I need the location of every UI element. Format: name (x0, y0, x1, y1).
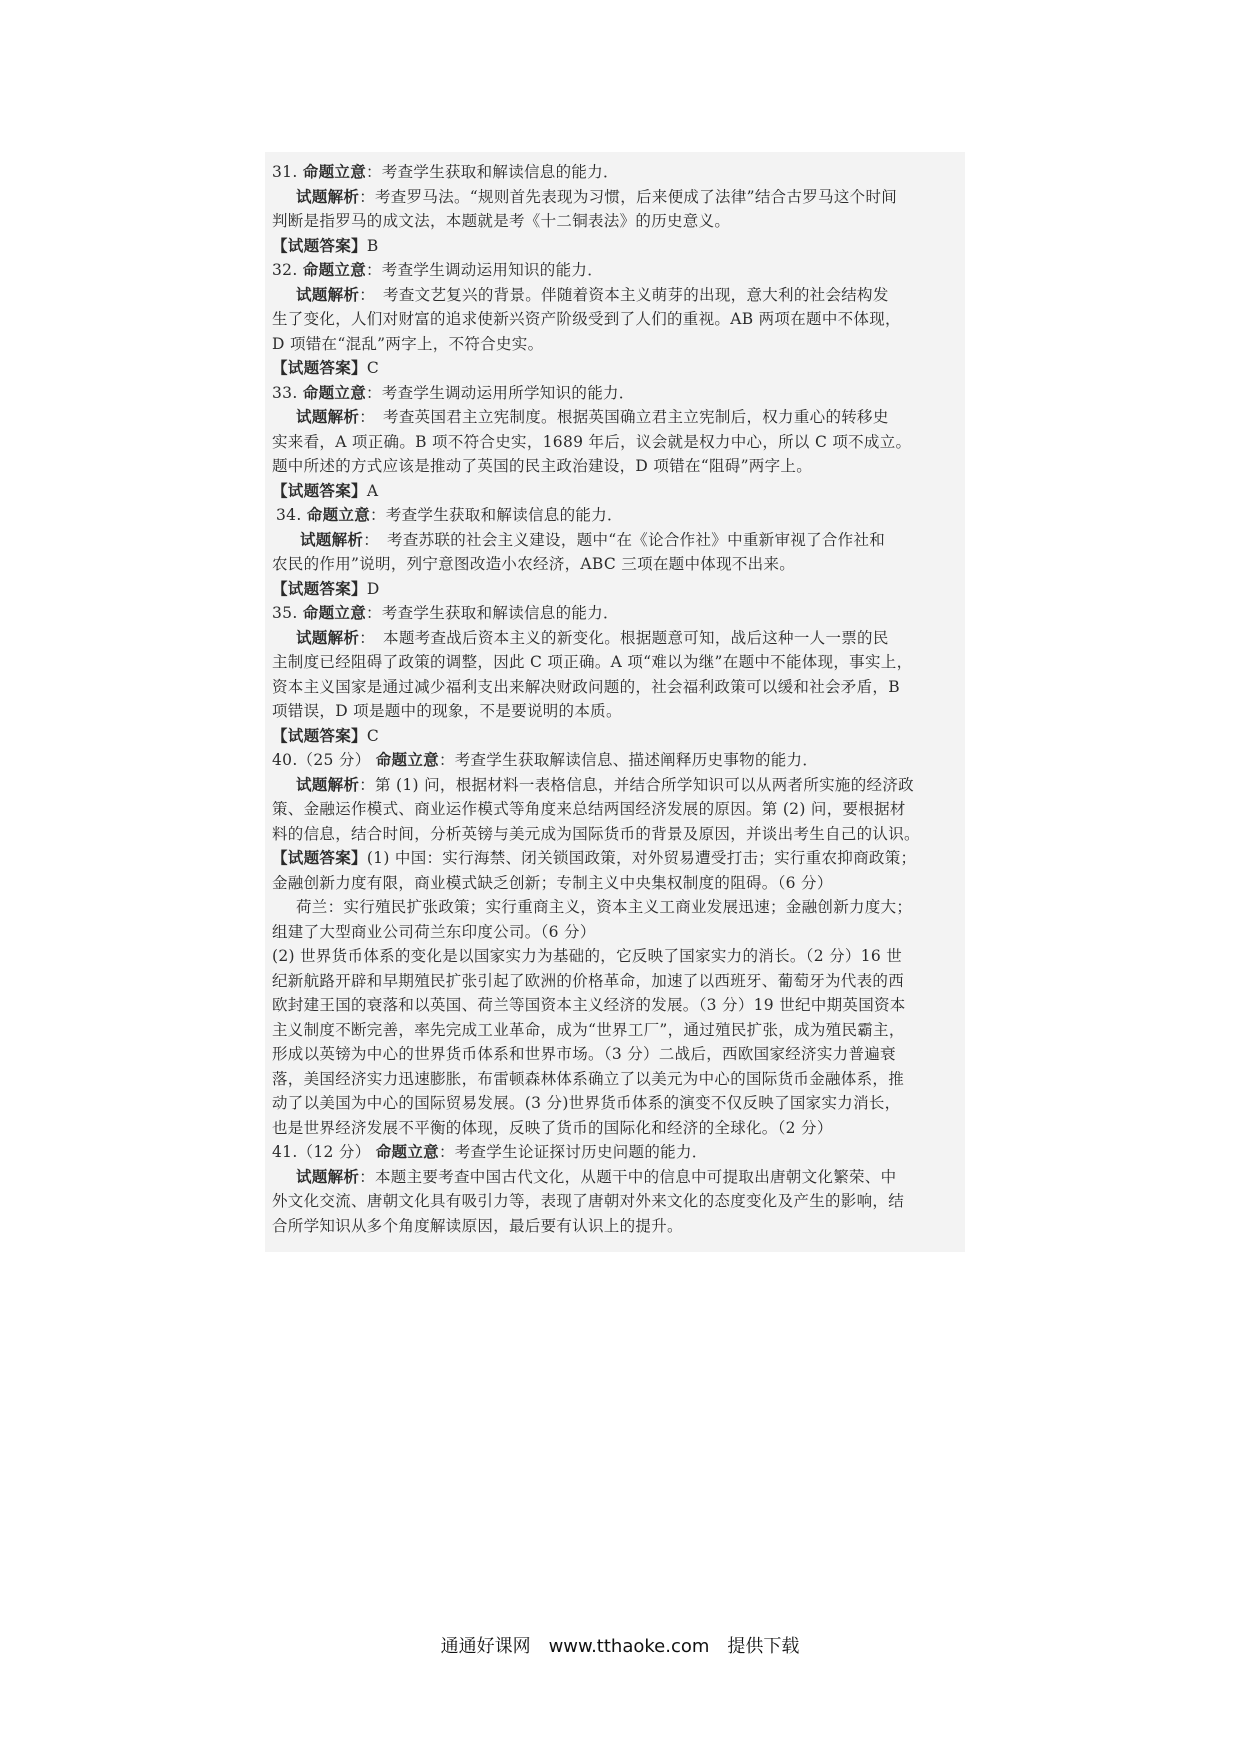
intent-label: 命题立意 (375, 750, 439, 769)
analysis-line: 策、金融运作模式、商业运作模式等角度来总结两国经济发展的原因。第 (2) 问，要根据材 (272, 800, 906, 818)
intent-text: ：考查学生获取解读信息、描述阐释历史事物的能力． (438, 751, 819, 769)
question-35 (272, 601, 932, 748)
analysis-line: 主制度已经阻碍了政策的调整，因此 C 项正确。A 项“难以为继”在题中不能体现，事实上， (272, 653, 913, 671)
intent-text: ：考查学生调动运用所学知识的能力． (366, 383, 635, 402)
analysis-line: 料的信息，结合时间，分析英镑与美元成为国际货币的背景及原因，并谈出考生自己的认识。 (272, 824, 920, 843)
footer-source: 通通好课网 www.tthaoke.com 提供下载 (440, 1636, 800, 1657)
answer-line: 欧封建王国的衰落和以英国、荷兰等国资本主义经济的发展。（3 分）19 世纪中期英国资本 (272, 996, 906, 1014)
analysis-line: D 项错在“混乱”两字上，不符合史实。 (272, 334, 544, 353)
analysis-label: 试题解析 (296, 284, 360, 304)
analysis-line: ：考查罗马法。“规则首先表现为习惯，后来便成了法律”结合古罗马这个时间 (359, 187, 898, 206)
analysis-label: 试题解析 (300, 529, 364, 549)
answer-label: 【试题答案】 (272, 578, 367, 598)
question-41 (272, 1140, 932, 1238)
intent-text: ：考查学生调动运用知识的能力． (366, 261, 604, 279)
analysis-line: 农民的作用”说明，列宁意图改造小农经济，ABC 三项在题中体现不出来。 (272, 555, 796, 573)
question-number: 41.（12 分） (272, 1143, 371, 1161)
answer-value: A (366, 481, 379, 500)
analysis-line: 判断是指罗马的成文法，本题就是考《十二铜表法》的历史意义。 (272, 212, 731, 230)
analysis-line: ：本题主要考查中国古代文化，从题干中的信息中可提取出唐朝文化繁荣、中 (359, 1167, 897, 1186)
answer-line: (2) 世界货币体系的变化是以国家实力为基础的，它反映了国家实力的消长。（2 分）16 世 (272, 947, 903, 965)
analysis-line: 外文化交流、唐朝文化具有吸引力等，表现了唐朝对外来文化的态度变化及产生的影响，结 (272, 1192, 905, 1210)
answer-line: 主义制度不断完善，率先完成工业革命，成为“世界工厂”，通过殖民扩张，成为殖民霸主， (272, 1020, 905, 1039)
answer-label: 【试题答案】 (272, 848, 367, 867)
question-31 (272, 160, 932, 258)
intent-label: 命题立意 (302, 162, 366, 181)
analysis-line: 题中所述的方式应该是推动了英国的民主政治建设，D 项错在“阻碍”两字上。 (272, 457, 813, 475)
question-40 (272, 748, 932, 1140)
question-number: 34. (276, 506, 302, 524)
answer-line: 纪新航路开辟和早期殖民扩张引起了欧洲的价格革命，加速了以西班牙、葡萄牙为代表的西 (272, 971, 905, 990)
question-number: 31. (272, 163, 298, 181)
answer-value: D (366, 579, 380, 598)
answer-line: 金融创新力度有限，商业模式缺乏创新；专制主义中央集权制度的阻碍。（6 分） (272, 873, 833, 892)
answer-label: 【试题答案】 (272, 358, 367, 377)
question-33 (272, 381, 932, 504)
question-number: 33. (272, 383, 298, 402)
answer-label: 【试题答案】 (272, 480, 367, 500)
question-32 (272, 258, 932, 381)
document-body (272, 160, 932, 1238)
answer-line: 落，美国经济实力迅速膨胀，布雷顿森林体系确立了以美元为中心的国际货币金融体系，推 (272, 1069, 905, 1088)
intent-label: 命题立意 (302, 603, 366, 622)
intent-label: 命题立意 (306, 505, 370, 524)
answer-label: 【试题答案】 (272, 235, 367, 255)
answer-line: 也是世界经济发展不平衡的体现，反映了货币的国际化和经济的全球化。（2 分） (272, 1118, 833, 1137)
analysis-label: 试题解析 (296, 1166, 360, 1186)
analysis-label: 试题解析 (296, 186, 360, 206)
intent-text: ：考查学生获取和解读信息的能力． (366, 163, 619, 181)
analysis-line: 合所学知识从多个角度解读原因，最后要有认识上的提升。 (272, 1216, 683, 1235)
question-number: 35. (272, 604, 298, 622)
answer-line: 荷兰：实行殖民扩张政策；实行重商主义，资本主义工商业发展迅速；金融创新力度大； (296, 898, 913, 916)
analysis-label: 试题解析 (296, 627, 360, 647)
question-34 (272, 503, 932, 601)
analysis-line: 项错误，D 项是题中的现象，不是要说明的本质。 (272, 702, 622, 720)
analysis-line: ： 本题考查战后资本主义的新变化。根据题意可知，战后这种一人一票的民 (359, 628, 889, 647)
question-number: 40.（25 分） (272, 751, 371, 769)
analysis-line: 资本主义国家是通过减少福利支出来解决财政问题的，社会福利政策可以缓和社会矛盾，B (272, 677, 900, 696)
answer-value: C (366, 359, 379, 377)
answer-line: 动了以美国为中心的国际贸易发展。(3 分)世界货币体系的演变不仅反映了国家实力消长， (272, 1094, 901, 1112)
answer-label: 【试题答案】 (272, 725, 367, 745)
analysis-line: ：第 (1) 问，根据材料一表格信息，并结合所学知识可以从两者所实施的经济政 (359, 775, 914, 794)
analysis-line: 实来看，A 项正确。B 项不符合史实，1689 年后，议会就是权力中心，所以 C 项不成立。 (272, 432, 912, 451)
analysis-line: ： 考查苏联的社会主义建设，题中“在《论合作社》中重新审视了合作社和 (363, 530, 886, 549)
intent-label: 命题立意 (302, 382, 366, 402)
intent-text: ：考查学生获取和解读信息的能力． (366, 604, 619, 622)
answer-line: 组建了大型商业公司荷兰东印度公司。（6 分） (272, 922, 596, 941)
intent-text: ：考查学生论证探讨历史问题的能力． (438, 1143, 708, 1161)
analysis-label: 试题解析 (296, 774, 360, 794)
analysis-line: ： 考查英国君主立宪制度。根据英国确立君主立宪制后，权力重心的转移史 (359, 408, 889, 426)
answer-line: 形成以英镑为中心的世界货币体系和世界市场。（3 分）二战后，西欧国家经济实力普遍衰 (272, 1045, 896, 1063)
intent-label: 命题立意 (375, 1142, 439, 1161)
intent-label: 命题立意 (302, 260, 366, 279)
answer-line: (1) 中国：实行海禁、闭关锁国政策，对外贸易遭受打击；实行重农抑商政策； (366, 849, 917, 867)
question-number: 32. (272, 261, 298, 279)
answer-value: C (366, 726, 379, 745)
intent-text: ：考查学生获取和解读信息的能力． (370, 506, 623, 524)
analysis-line: 生了变化，人们对财富的追求使新兴资产阶级受到了人们的重视。AB 两项在题中不体现， (272, 310, 901, 328)
analysis-line: ： 考查文艺复兴的背景。伴随着资本主义萌芽的出现，意大利的社会结构发 (359, 285, 889, 304)
answer-value: B (366, 236, 379, 255)
analysis-label: 试题解析 (296, 407, 360, 426)
